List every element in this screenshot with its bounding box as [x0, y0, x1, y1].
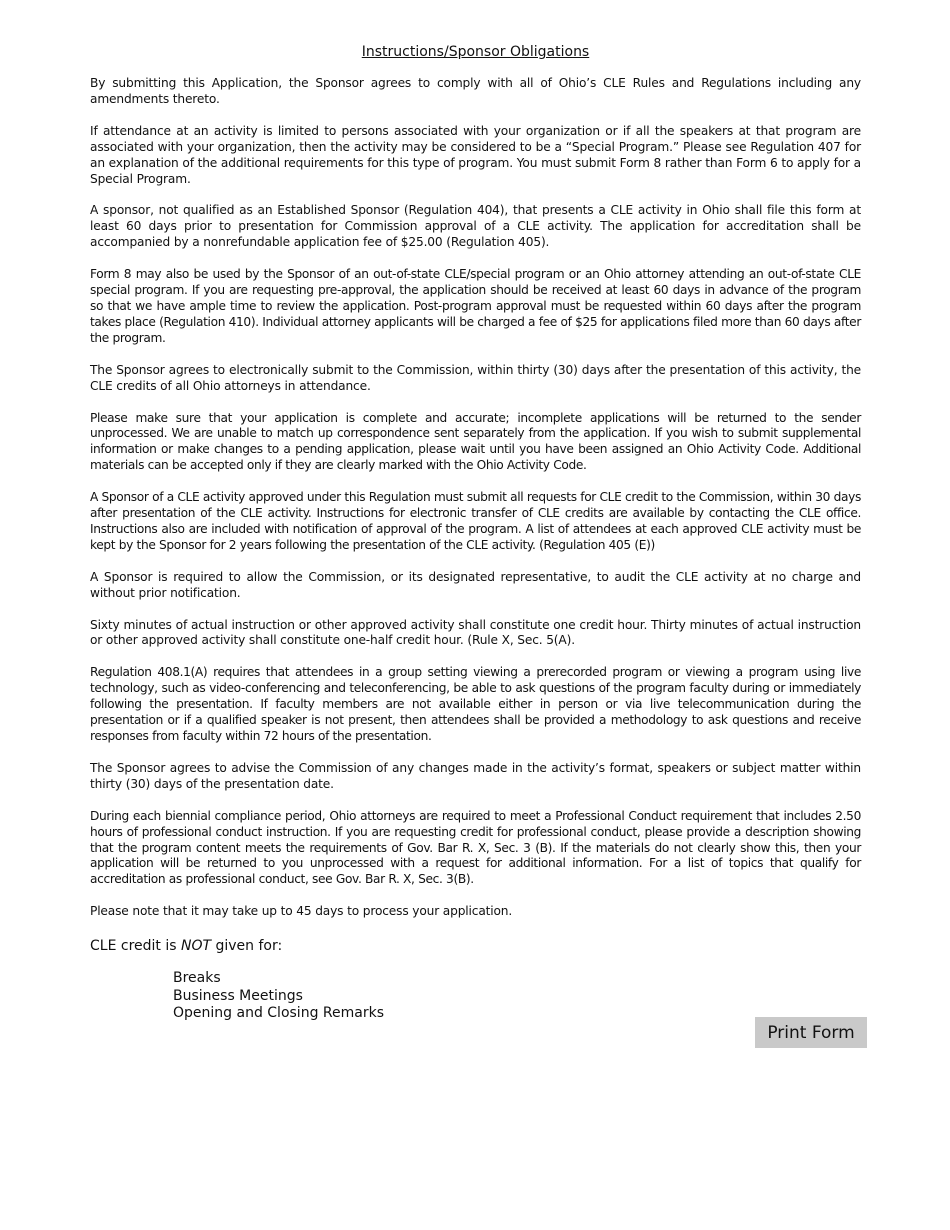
- paragraph-complete-application: Please make sure that your application is complete and accurate; incomplete applications will be returned to the sender unprocessed. We are unable to match up correspondence sent separately from the application. If you wish to submit supplemental information or make changes to a pending application, please wait until you have been assigned an Ohio Activity Code. Additional materials can be accepted only if they are clearly marked with the Ohio Activity Code.: [90, 410, 861, 473]
- paragraph-credit-requests: A Sponsor of a CLE activity approved under this Regulation must submit all requests for CLE credit to the Commission, within 30 days after presentation of the CLE activity. Instructions for electronic transfer of CLE credits are available by contacting the CLE office. Instructions also are included with notification of approval of the program. A list of attendees at each approved CLE activity must be kept by the Sponsor for 2 years following the presentation of the CLE activity. (Regulation 405 (E)): [90, 490, 861, 552]
- paragraph-submit-credits: The Sponsor agrees to electronically submit to the Commission, within thirty (30) days after the presentation of this activity, the CLE credits of all Ohio attorneys in attendance.: [90, 362, 861, 393]
- paragraph-processing-time: Please note that it may take up to 45 days to process your application.: [90, 904, 513, 919]
- not-given-heading: [90, 936, 861, 956]
- instructions-page: [90, 42, 861, 1023]
- paragraph-audit: A Sponsor is required to allow the Commission, or its designated representative, to audit the CLE activity at no charge and without prior notification.: [90, 569, 861, 600]
- paragraph-regulation-408: Regulation 408.1(A) requires that attendees in a group setting viewing a prerecorded program or viewing a program using live technology, such as video-conferencing and teleconferencing, be able to ask questions of the program faculty during or immediately following the presentation. If faculty members are not available either in person or via live telecommunication during the presentation or if a qualified speaker is not present, then attendees shall be provided a methodology to ask questions and receive responses from faculty within 72 hours of the presentation.: [90, 665, 861, 743]
- not-given-suffix: given for:: [215, 938, 283, 955]
- not-given-emphasis: NOT: [180, 938, 212, 955]
- not-given-list: [173, 970, 861, 1023]
- paragraph-special-program: If attendance at an activity is limited to persons associated with your organization or if all the speakers at that program are associated with your organization, then the activity may be considered to be a “Special Program.” Please see Regulation 407 for an explanation of the additional requirements for this type of program. You must submit Form 8 rather than Form 6 to apply for a Special Program.: [90, 123, 861, 186]
- paragraph-professional-conduct: During each biennial compliance period, Ohio attorneys are required to meet a Professional Conduct requirement that includes 2.50 hours of professional conduct instruction. If you are requesting credit for professional conduct, please provide a description showing that the program content meets the requirements of Gov. Bar R. X, Sec. 3 (B). If the materials do not clearly show this, then your application will be returned to you unprocessed with a request for additional information. For a list of topics that qualify for accreditation as professional conduct, see Gov. Bar R. X, Sec. 3(B).: [90, 808, 861, 887]
- list-item: Opening and Closing Remarks: [173, 1005, 384, 1022]
- list-item: Business Meetings: [173, 987, 303, 1004]
- paragraph-form-8: Form 8 may also be used by the Sponsor of an out-of-state CLE/special program or an Ohio attorney attending an out-of-state CLE special program. If you are requesting pre-approval, the application should be received at least 60 days in advance of the program so that we have ample time to review the application. Post-program approval must be requested within 60 days after the program takes place (Regulation 410). Individual attorney applicants will be charged a fee of $25 for applications filed more than 60 days after the program.: [90, 267, 861, 345]
- paragraph-filing-deadline: A sponsor, not qualified as an Established Sponsor (Regulation 404), that presents a CLE activity in Ohio shall file this form at least 60 days prior to presentation for Commission approval of a CLE activity. The application for accreditation shall be accompanied by a nonrefundable application fee of $25.00 (Regulation 405).: [90, 203, 861, 250]
- print-form-button[interactable]: Print Form: [755, 1017, 867, 1048]
- page-title: Instructions/Sponsor Obligations: [361, 44, 590, 60]
- not-given-prefix: CLE credit is: [90, 938, 177, 955]
- list-item: Breaks: [173, 970, 221, 987]
- paragraph-credit-hour: Sixty minutes of actual instruction or other approved activity shall constitute one credit hour. Thirty minutes of actual instruction or other approved activity shall constitute one-half credit hour. (Rule X, Sec. 5(A).: [90, 617, 861, 648]
- paragraph-changes: The Sponsor agrees to advise the Commission of any changes made in the activity’s format, speakers or subject matter within thirty (30) days of the presentation date.: [90, 760, 861, 791]
- paragraph-compliance: By submitting this Application, the Sponsor agrees to comply with all of Ohio’s CLE Rules and Regulations including any amendments thereto.: [90, 76, 861, 106]
